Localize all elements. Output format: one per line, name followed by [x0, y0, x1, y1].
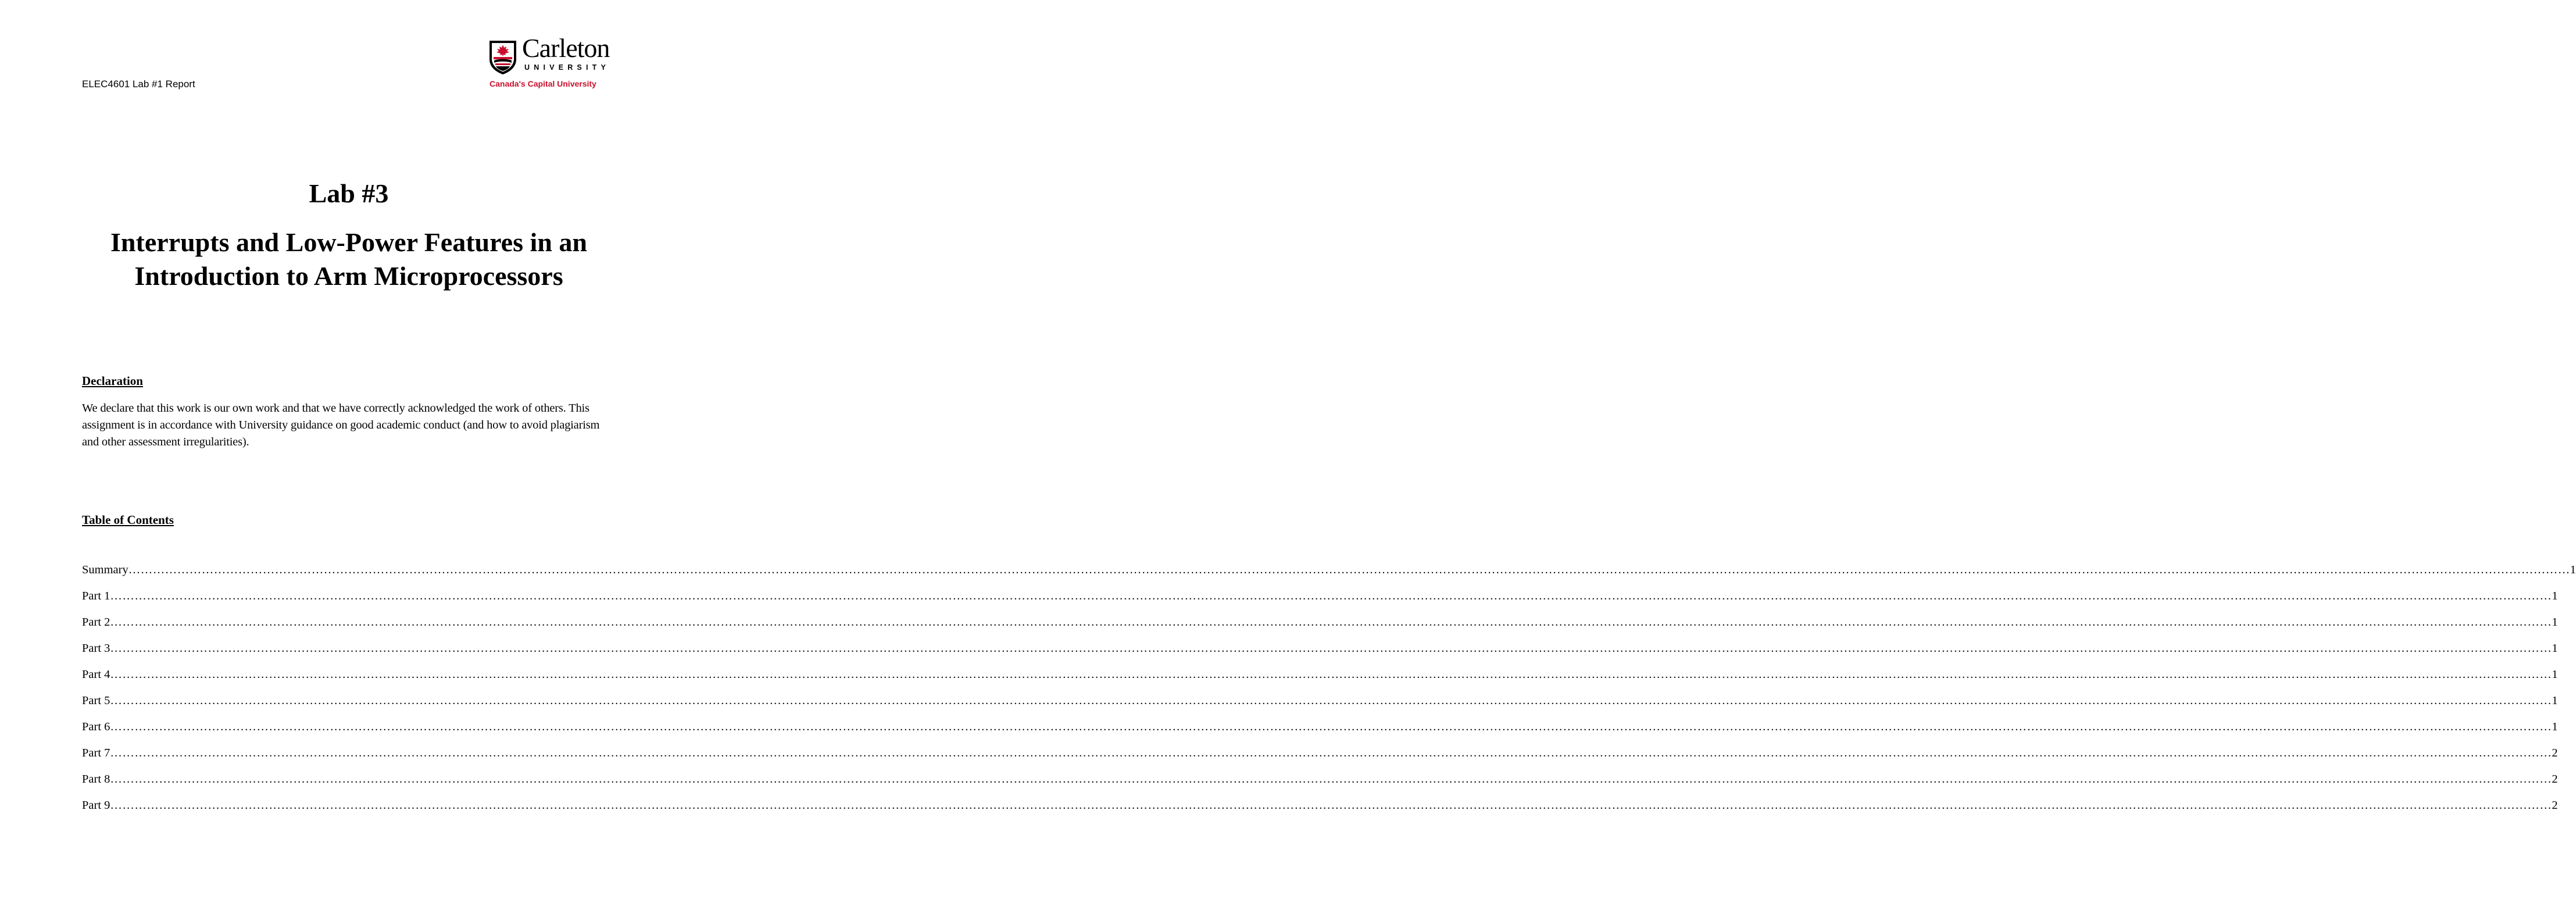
- toc-entry[interactable]: [82, 773, 2558, 799]
- toc-entry-page: 2: [2552, 773, 2558, 786]
- toc-entry[interactable]: [82, 747, 2558, 773]
- toc-entry-label: Part 7: [82, 747, 110, 759]
- toc-heading: Table of Contents: [82, 513, 174, 527]
- toc-entry-page: 1: [2552, 616, 2558, 629]
- toc-entry-label: Part 2: [82, 616, 110, 629]
- toc-entry[interactable]: [82, 590, 2558, 616]
- lab-title: [70, 226, 628, 293]
- toc-entry[interactable]: [82, 642, 2558, 668]
- toc-leader-dots: ……………………………………………………………………………………………………………………………………………………………………………………………………………………………………………………………………………………………………………………………………………………………………………………………………………………………………………………………………………………………………………………………………………………: [110, 747, 2552, 759]
- toc-entry-label: Part 4: [82, 668, 110, 681]
- toc-leader-dots: ……………………………………………………………………………………………………………………………………………………………………………………………………………………………………………………………………………………………………………………………………………………………………………………………………………………………………………………………………………………………………………………………………………………: [128, 563, 2570, 576]
- toc-leader-dots: ……………………………………………………………………………………………………………………………………………………………………………………………………………………………………………………………………………………………………………………………………………………………………………………………………………………………………………………………………………………………………………………………………………………: [110, 773, 2552, 786]
- toc-entry-page: 1: [2552, 694, 2558, 707]
- toc-entry-label: Part 3: [82, 642, 110, 655]
- declaration-body: We declare that this work is our own work and that we have correctly acknowledged the work of others. This assignment is in accordance with University guidance on good academic conduct (and how to avoid plagiarism and other assessment irregularities).: [82, 402, 600, 448]
- toc-entry-page: 1: [2552, 642, 2558, 655]
- toc-entry[interactable]: [82, 694, 2558, 720]
- toc-entry-page: 1: [2552, 668, 2558, 681]
- toc-leader-dots: ……………………………………………………………………………………………………………………………………………………………………………………………………………………………………………………………………………………………………………………………………………………………………………………………………………………………………………………………………………………………………………………………………………………: [110, 642, 2552, 655]
- toc-leader-dots: ……………………………………………………………………………………………………………………………………………………………………………………………………………………………………………………………………………………………………………………………………………………………………………………………………………………………………………………………………………………………………………………………………………………: [110, 616, 2552, 629]
- toc-entry-label: Part 5: [82, 694, 110, 707]
- toc-entry[interactable]: [82, 563, 2576, 590]
- lab-title-line-2: Introduction to Arm Microprocessors: [134, 261, 563, 291]
- logo-university: UNIVERSITY: [524, 63, 610, 72]
- toc-entry-label: Part 8: [82, 773, 110, 786]
- toc-leader-dots: ……………………………………………………………………………………………………………………………………………………………………………………………………………………………………………………………………………………………………………………………………………………………………………………………………………………………………………………………………………………………………………………………………………………: [110, 799, 2552, 812]
- toc-entry-page: 2: [2552, 799, 2558, 812]
- shield-crest-icon: [488, 40, 517, 76]
- toc-entry-label: Summary: [82, 563, 128, 576]
- logo-tagline: Canada's Capital University: [490, 79, 596, 88]
- toc-entry-page: 2: [2552, 747, 2558, 759]
- declaration-heading: Declaration: [82, 374, 143, 388]
- lab-title-line-1: Interrupts and Low-Power Features in an: [110, 227, 587, 257]
- toc-entry-label: Part 6: [82, 720, 110, 733]
- toc-entry-label: Part 1: [82, 590, 110, 602]
- document-header: ELEC4601 Lab #1 Report: [82, 78, 195, 90]
- toc-leader-dots: ……………………………………………………………………………………………………………………………………………………………………………………………………………………………………………………………………………………………………………………………………………………………………………………………………………………………………………………………………………………………………………………………………………………: [110, 720, 2552, 733]
- logo-wordmark: Carleton: [522, 33, 610, 63]
- toc-entry[interactable]: [82, 720, 2558, 747]
- toc-entry-page: 1: [2552, 720, 2558, 733]
- table-of-contents: [82, 563, 2576, 825]
- toc-entry-page: 1: [2570, 563, 2576, 576]
- toc-leader-dots: ……………………………………………………………………………………………………………………………………………………………………………………………………………………………………………………………………………………………………………………………………………………………………………………………………………………………………………………………………………………………………………………………………………………: [110, 590, 2552, 602]
- toc-leader-dots: ……………………………………………………………………………………………………………………………………………………………………………………………………………………………………………………………………………………………………………………………………………………………………………………………………………………………………………………………………………………………………………………………………………………: [110, 668, 2552, 681]
- toc-entry[interactable]: [82, 799, 2558, 825]
- toc-entry-page: 1: [2552, 590, 2558, 602]
- lab-number: Lab #3: [309, 179, 389, 208]
- toc-entry[interactable]: [82, 668, 2558, 694]
- toc-entry-label: Part 9: [82, 799, 110, 812]
- toc-entry[interactable]: [82, 616, 2558, 642]
- carleton-logo: [488, 33, 617, 91]
- toc-leader-dots: ……………………………………………………………………………………………………………………………………………………………………………………………………………………………………………………………………………………………………………………………………………………………………………………………………………………………………………………………………………………………………………………………………………………: [110, 694, 2552, 707]
